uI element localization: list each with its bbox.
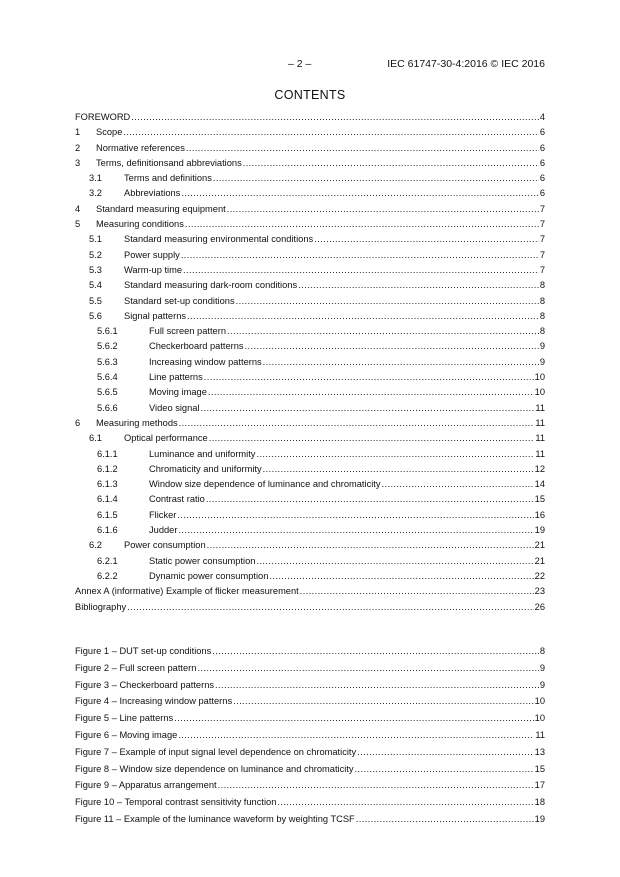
toc-entry-page: 7 xyxy=(539,203,545,214)
toc-entry[interactable] xyxy=(75,556,545,571)
toc-entry-label: Terms, definitionsand abbreviations xyxy=(96,157,242,168)
dot-leader xyxy=(215,680,539,690)
toc-entry-number: 6.2.1 xyxy=(97,555,118,566)
toc-entry-page: 6 xyxy=(539,127,545,138)
toc-entry-number: 6.1 xyxy=(89,433,102,444)
toc-entry-label: Optical performance xyxy=(124,433,208,444)
toc-entry[interactable] xyxy=(75,418,545,433)
toc-entry[interactable] xyxy=(75,510,545,525)
dot-leader xyxy=(277,797,533,807)
toc-entry-number: 6.1.3 xyxy=(97,479,118,490)
toc-entry[interactable] xyxy=(75,326,545,341)
figure-entry[interactable] xyxy=(75,713,545,730)
toc-entry-page: 8 xyxy=(539,310,545,321)
toc-entry-page: 19 xyxy=(534,525,545,536)
toc-entry-page: 8 xyxy=(539,280,545,291)
dot-leader xyxy=(179,418,535,428)
toc-entry-page: 21 xyxy=(534,540,545,551)
dot-leader xyxy=(300,586,534,596)
dot-leader xyxy=(356,814,534,824)
toc-entry-number: 5.6.2 xyxy=(97,341,118,352)
toc-entry-number: 6.2.2 xyxy=(97,570,118,581)
toc-entry-page: 10 xyxy=(534,372,545,383)
toc-entry-page: 14 xyxy=(534,479,545,490)
toc-entry-label: Scope xyxy=(96,127,123,138)
dot-leader xyxy=(212,646,539,656)
toc-entry-page: 11 xyxy=(535,417,545,428)
figure-entry-page: 17 xyxy=(534,780,545,791)
toc-entry-number: 1 xyxy=(75,127,81,138)
toc-entry-number: 5 xyxy=(75,219,81,230)
toc-entry-number: 3 xyxy=(75,157,81,168)
toc-entry[interactable] xyxy=(75,586,545,601)
toc-entry-page: 26 xyxy=(534,601,545,612)
dot-leader xyxy=(185,219,539,229)
page-number-header: – 2 – xyxy=(288,58,312,70)
figure-entry-label: Figure 6 – Moving image xyxy=(75,729,178,740)
dot-leader xyxy=(208,387,534,397)
toc-entry-number: 6.1.6 xyxy=(97,525,118,536)
toc-entry-number: 5.5 xyxy=(89,295,102,306)
toc-entry-label: Video signal xyxy=(149,402,200,413)
toc-entry-page: 9 xyxy=(539,341,545,352)
figure-entry[interactable] xyxy=(75,696,545,713)
toc-entry-number: 5.6.1 xyxy=(97,326,118,337)
toc-entry-number: 6.1.4 xyxy=(97,494,118,505)
figure-entry-label: Figure 11 – Example of the luminance waveform by weighting TCSF xyxy=(75,813,355,824)
figure-entry[interactable] xyxy=(75,814,545,831)
toc-entry-label: Chromaticity and uniformity xyxy=(149,463,262,474)
figure-entry-label: Figure 5 – Line patterns xyxy=(75,713,174,724)
toc-entry-page: 15 xyxy=(534,494,545,505)
figure-entry-page: 9 xyxy=(539,679,545,690)
toc-entry[interactable] xyxy=(75,143,545,158)
toc-entry-page: 6 xyxy=(539,173,545,184)
toc-entry-page: 6 xyxy=(539,157,545,168)
dot-leader xyxy=(209,433,535,443)
toc-entry-number: 4 xyxy=(75,203,81,214)
toc-entry-page: 8 xyxy=(539,295,545,306)
dot-leader xyxy=(207,540,534,550)
toc-entry-page: 7 xyxy=(539,219,545,230)
toc-entry-label: Luminance and uniformity xyxy=(149,448,256,459)
figure-entry-label: Figure 2 – Full screen pattern xyxy=(75,662,197,673)
toc-entry[interactable] xyxy=(75,250,545,265)
toc-entry-label: Bibliography xyxy=(75,601,127,612)
toc-entry-page: 10 xyxy=(534,387,545,398)
dot-leader xyxy=(197,663,538,673)
dot-leader xyxy=(206,494,534,504)
toc-entry[interactable] xyxy=(75,158,545,173)
table-of-contents xyxy=(75,112,545,617)
dot-leader xyxy=(382,479,534,489)
toc-entry-label: Standard set-up conditions xyxy=(124,295,235,306)
figure-entry[interactable] xyxy=(75,680,545,697)
figure-entry-label: Figure 3 – Checkerboard patterns xyxy=(75,679,215,690)
toc-entry-page: 4 xyxy=(539,112,545,122)
figure-entry[interactable] xyxy=(75,764,545,781)
dot-leader xyxy=(218,780,534,790)
figure-entry-page: 8 xyxy=(539,646,545,656)
figure-entry-label: Figure 10 – Temporal contrast sensitivity function xyxy=(75,797,277,808)
page-title: CONTENTS xyxy=(274,88,346,102)
dot-leader xyxy=(178,525,533,535)
figure-entry-label: Figure 8 – Window size dependence on luminance and chromaticity xyxy=(75,763,354,774)
toc-entry[interactable] xyxy=(75,540,545,555)
figure-entry-page: 10 xyxy=(534,713,545,724)
toc-entry-number: 6.1.1 xyxy=(97,448,118,459)
toc-entry-page: 9 xyxy=(539,356,545,367)
toc-entry-label: Contrast ratio xyxy=(149,494,205,505)
toc-entry-label: Warm-up time xyxy=(124,264,183,275)
toc-entry-label: Full screen pattern xyxy=(149,326,226,337)
figure-entry-page: 15 xyxy=(534,763,545,774)
toc-entry-label: Annex A (informative) Example of flicker measurement xyxy=(75,586,299,597)
toc-entry-page: 12 xyxy=(534,463,545,474)
toc-entry-number: 5.6.6 xyxy=(97,402,118,413)
toc-entry[interactable] xyxy=(75,173,545,188)
toc-entry-label: Standard measuring environmental conditions xyxy=(124,234,314,245)
figure-entry-page: 9 xyxy=(539,662,545,673)
dot-leader xyxy=(131,112,539,122)
toc-entry-page: 7 xyxy=(539,249,545,260)
figure-entry[interactable] xyxy=(75,780,545,797)
figure-entry[interactable] xyxy=(75,747,545,764)
dot-leader xyxy=(181,188,538,198)
toc-entry[interactable] xyxy=(75,357,545,372)
toc-entry[interactable] xyxy=(75,188,545,203)
toc-entry-number: 6.2 xyxy=(89,540,102,551)
toc-entry[interactable] xyxy=(75,403,545,418)
toc-entry[interactable] xyxy=(75,433,545,448)
dot-leader xyxy=(256,556,533,566)
figure-entry-label: Figure 1 – DUT set-up conditions xyxy=(75,646,212,656)
toc-entry-label: Window size dependence of luminance and chromaticity xyxy=(149,479,381,490)
dot-leader xyxy=(263,357,539,367)
toc-entry-page: 22 xyxy=(534,570,545,581)
toc-entry[interactable] xyxy=(75,280,545,295)
toc-entry-number: 6.1.5 xyxy=(97,509,118,520)
toc-entry[interactable] xyxy=(75,464,545,479)
figure-entry[interactable] xyxy=(75,663,545,680)
toc-entry-label: Line patterns xyxy=(149,372,203,383)
dot-leader xyxy=(355,764,534,774)
toc-entry-label: Measuring methods xyxy=(96,417,178,428)
toc-entry-label: Checkerboard patterns xyxy=(149,341,244,352)
toc-entry-label: Flicker xyxy=(149,509,177,520)
toc-entry[interactable] xyxy=(75,602,545,617)
toc-entry-page: 11 xyxy=(535,433,545,444)
toc-entry[interactable] xyxy=(75,449,545,464)
toc-entry[interactable] xyxy=(75,204,545,219)
toc-entry-label: Terms and definitions xyxy=(124,173,212,184)
toc-entry-label: Dynamic power consumption xyxy=(149,570,269,581)
dot-leader xyxy=(183,265,539,275)
toc-entry-label: Standard measuring equipment xyxy=(96,203,226,214)
toc-entry[interactable] xyxy=(75,479,545,494)
dot-leader xyxy=(233,696,534,706)
toc-entry-number: 5.4 xyxy=(89,280,102,291)
figure-entry-page: 10 xyxy=(534,696,545,707)
toc-entry-page: 11 xyxy=(535,448,545,459)
dot-leader xyxy=(127,602,533,612)
dot-leader xyxy=(227,326,539,336)
toc-entry-label: Measuring conditions xyxy=(96,219,184,230)
figure-entry-page: 19 xyxy=(534,813,545,824)
toc-entry[interactable] xyxy=(75,341,545,356)
figure-entry[interactable] xyxy=(75,646,545,663)
figure-entry-page: 18 xyxy=(534,797,545,808)
dot-leader xyxy=(243,158,539,168)
toc-entry-page: 21 xyxy=(534,555,545,566)
dot-leader xyxy=(213,173,539,183)
toc-entry[interactable] xyxy=(75,219,545,234)
toc-entry[interactable] xyxy=(75,494,545,509)
toc-entry-label: Abbreviations xyxy=(124,188,181,199)
toc-entry-page: 11 xyxy=(535,402,545,413)
toc-entry-number: 5.6.3 xyxy=(97,356,118,367)
toc-entry-page: 7 xyxy=(539,264,545,275)
toc-entry-number: 5.6.4 xyxy=(97,372,118,383)
toc-entry[interactable] xyxy=(75,127,545,142)
dot-leader xyxy=(200,403,534,413)
toc-entry-label: Signal patterns xyxy=(124,310,187,321)
figure-entry[interactable] xyxy=(75,730,545,747)
toc-entry[interactable] xyxy=(75,265,545,280)
dot-leader xyxy=(256,449,534,459)
dot-leader xyxy=(174,713,533,723)
toc-entry-number: 5.2 xyxy=(89,249,102,260)
dot-leader xyxy=(123,127,538,137)
document-id-header: IEC 61747-30-4:2016 © IEC 2016 xyxy=(387,58,545,70)
dot-leader xyxy=(269,571,533,581)
dot-leader xyxy=(236,296,539,306)
toc-entry-number: 5.6 xyxy=(89,310,102,321)
toc-entry-label: Increasing window patterns xyxy=(149,356,262,367)
toc-entry-number: 5.6.5 xyxy=(97,387,118,398)
toc-entry-number: 6 xyxy=(75,417,81,428)
dot-leader xyxy=(357,747,534,757)
toc-entry-page: 8 xyxy=(539,326,545,337)
toc-entry-page: 16 xyxy=(534,509,545,520)
toc-entry-page: 23 xyxy=(534,586,545,597)
figure-entry-label: Figure 9 – Apparatus arrangement xyxy=(75,780,217,791)
toc-entry[interactable] xyxy=(75,525,545,540)
figure-entry-page: 11 xyxy=(535,729,545,740)
dot-leader xyxy=(177,510,533,520)
list-of-figures xyxy=(75,646,545,831)
dot-leader xyxy=(298,280,539,290)
toc-entry-label: Power supply xyxy=(124,249,180,260)
toc-entry[interactable] xyxy=(75,112,545,127)
toc-entry-number: 5.1 xyxy=(89,234,102,245)
dot-leader xyxy=(204,372,534,382)
toc-entry-label: FOREWORD xyxy=(75,112,131,122)
toc-entry-number: 3.1 xyxy=(89,173,102,184)
toc-entry-label: Standard measuring dark-room conditions xyxy=(124,280,298,291)
figure-entry-label: Figure 7 – Example of input signal level dependence on chromaticity xyxy=(75,746,357,757)
dot-leader xyxy=(187,311,539,321)
toc-entry-label: Judder xyxy=(149,525,178,536)
figure-entry-page: 13 xyxy=(534,746,545,757)
toc-entry-page: 6 xyxy=(539,188,545,199)
dot-leader xyxy=(227,204,539,214)
figure-entry[interactable] xyxy=(75,797,545,814)
dot-leader xyxy=(186,143,539,153)
toc-entry[interactable] xyxy=(75,571,545,586)
dot-leader xyxy=(181,250,539,260)
toc-entry[interactable] xyxy=(75,311,545,326)
toc-entry-number: 2 xyxy=(75,142,81,153)
toc-entry-page: 6 xyxy=(539,142,545,153)
toc-entry-number: 3.2 xyxy=(89,188,102,199)
toc-entry[interactable] xyxy=(75,234,545,249)
toc-entry-label: Normative references xyxy=(96,142,185,153)
dot-leader xyxy=(263,464,534,474)
toc-entry[interactable] xyxy=(75,372,545,387)
dot-leader xyxy=(314,234,539,244)
toc-entry-label: Static power consumption xyxy=(149,555,256,566)
toc-entry-label: Power consumption xyxy=(124,540,206,551)
toc-entry-number: 5.3 xyxy=(89,264,102,275)
toc-entry-number: 6.1.2 xyxy=(97,463,118,474)
toc-entry[interactable] xyxy=(75,387,545,402)
dot-leader xyxy=(245,341,539,351)
toc-entry-label: Moving image xyxy=(149,387,207,398)
dot-leader xyxy=(178,730,534,740)
figure-entry-label: Figure 4 – Increasing window patterns xyxy=(75,696,233,707)
toc-entry[interactable] xyxy=(75,296,545,311)
toc-entry-page: 7 xyxy=(539,234,545,245)
